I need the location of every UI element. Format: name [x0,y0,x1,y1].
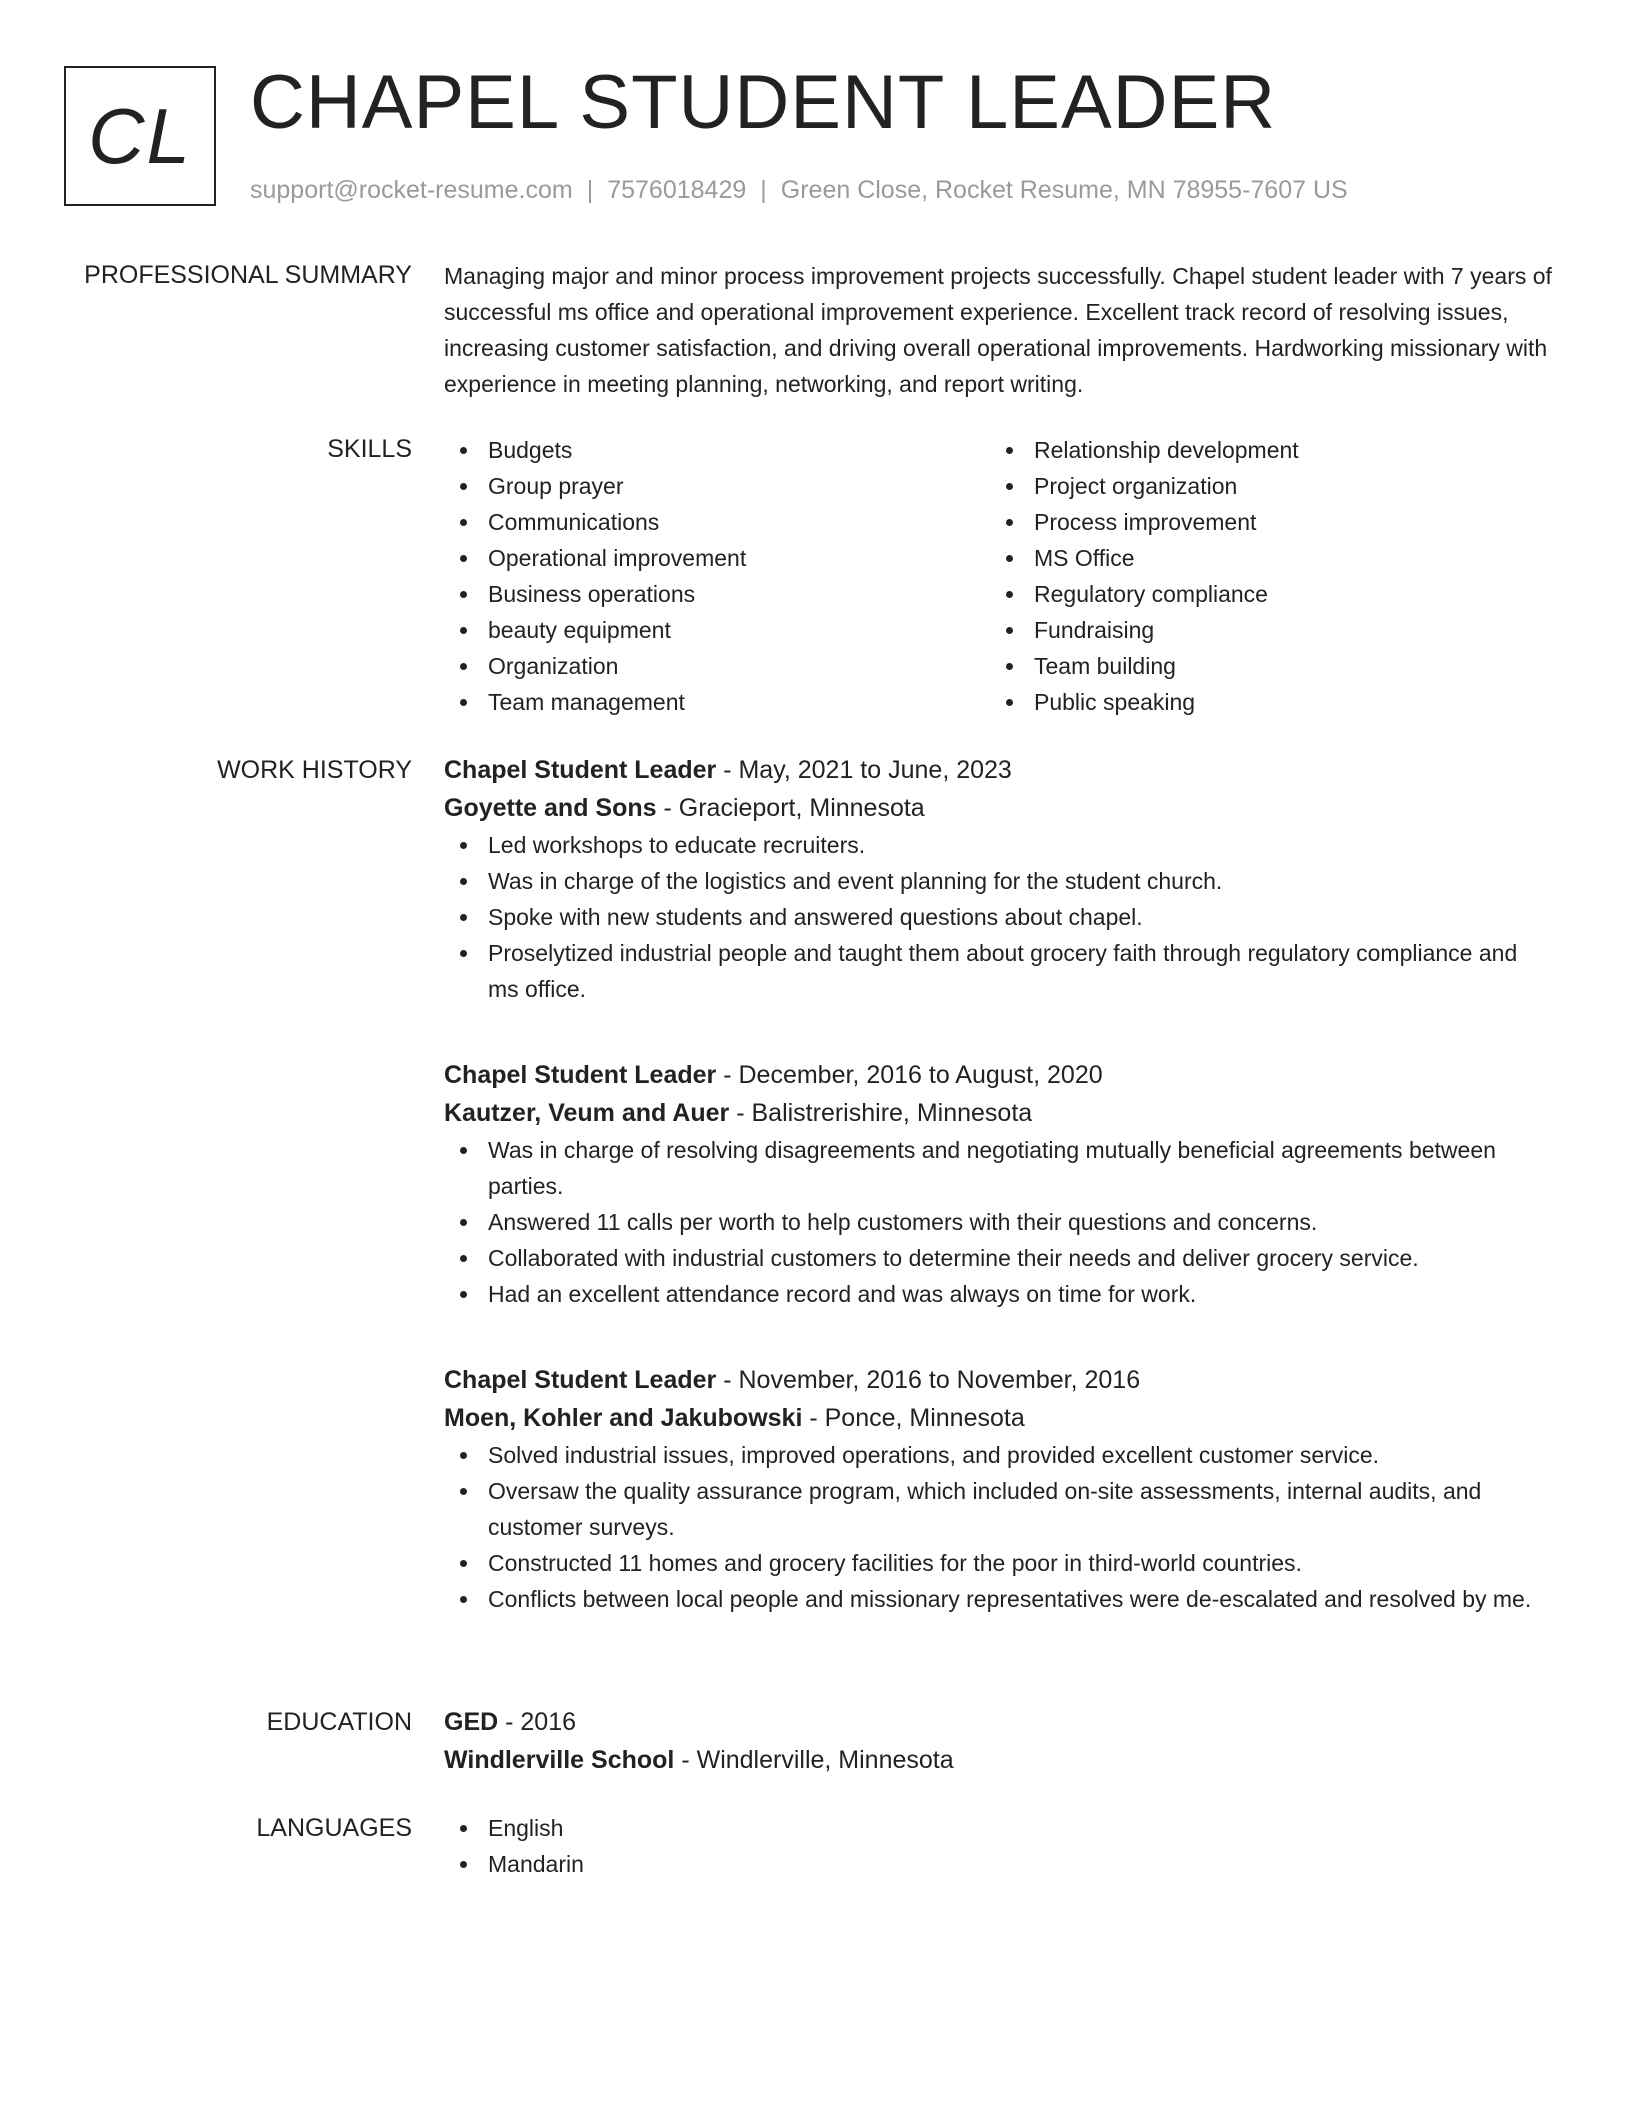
skills-column-left [444,432,990,720]
skills-grid [444,432,1554,720]
skill-item: Public speaking [990,684,1536,720]
candidate-name: CHAPEL STUDENT LEADER [250,60,1277,145]
skill-item: Project organization [990,468,1536,504]
job-dates: - December, 2016 to August, 2020 [716,1061,1103,1089]
summary-text: Managing major and minor process improvement projects successfully. Chapel student leader with 7 years of successful ms office and operational improvement experience. Excellent track record of resolving issues, increasing customer satisfaction, and driving overall operational improvements. Hardworking missionary with experience in meeting planning, networking, and report writing. [444,263,1552,397]
education-degree-line [444,1703,1554,1741]
job-bullet: Collaborated with industrial customers to determine their needs and deliver grocery service. [444,1240,1554,1276]
contact-phone[interactable]: 7576018429 [607,176,747,204]
skill-item: Organization [444,648,990,684]
job-title: Chapel Student Leader [444,1061,717,1089]
contact-email[interactable]: support@rocket-resume.com [250,176,573,204]
job-bullets [444,1437,1554,1617]
skill-item: beauty equipment [444,612,990,648]
job-bullet: Oversaw the quality assurance program, which included on-site assessments, internal audits, and customer surveys. [444,1473,1554,1545]
skill-item: MS Office [990,540,1536,576]
education-school-line [444,1741,1554,1779]
job-location: - Balistrerishire, Minnesota [729,1099,1033,1127]
job-bullet: Had an excellent attendance record and was always on time for work. [444,1276,1554,1312]
job-bullet: Spoke with new students and answered questions about chapel. [444,899,1554,935]
skill-item: Operational improvement [444,540,990,576]
job-company: Moen, Kohler and Jakubowski [444,1404,803,1432]
skill-item: Regulatory compliance [990,576,1536,612]
skill-item: Communications [444,504,990,540]
job-title-line [444,751,1554,789]
language-item: English [444,1810,1554,1846]
section-label-languages: LANGUAGES [256,1814,412,1842]
skill-item: Team building [990,648,1536,684]
languages-list [444,1810,1554,1882]
job-bullet: Led workshops to educate recruiters. [444,827,1554,863]
job-location: - Gracieport, Minnesota [656,794,925,822]
job-title-line [444,1056,1554,1094]
skill-item: Process improvement [990,504,1536,540]
job-bullet: Was in charge of the logistics and event planning for the student church. [444,863,1554,899]
skill-item: Group prayer [444,468,990,504]
education-location: - Windlerville, Minnesota [674,1746,954,1774]
education-school: Windlerville School [444,1746,675,1774]
job-dates: - November, 2016 to November, 2016 [716,1366,1141,1394]
job-company-line [444,789,1554,827]
job-title: Chapel Student Leader [444,756,717,784]
skill-item: Team management [444,684,990,720]
job-title: Chapel Student Leader [444,1366,717,1394]
skill-item: Relationship development [990,432,1536,468]
contact-separator: | [586,176,594,204]
section-label-summary: PROFESSIONAL SUMMARY [84,261,412,289]
job-entry [444,1361,1554,1617]
job-bullet: Was in charge of resolving disagreements and negotiating mutually beneficial agreements between parties. [444,1132,1554,1204]
job-bullet: Solved industrial issues, improved operations, and provided excellent customer service. [444,1437,1554,1473]
skill-item: Budgets [444,432,990,468]
job-bullets [444,1132,1554,1312]
job-company-line [444,1399,1554,1437]
job-location: - Ponce, Minnesota [802,1404,1025,1432]
job-title-line [444,1361,1554,1399]
skills-column-right [990,432,1536,720]
job-company: Kautzer, Veum and Auer [444,1099,730,1127]
monogram-text: CL [88,91,192,180]
contact-separator: | [760,176,767,204]
contact-address: Green Close, Rocket Resume, MN 78955-7607 US [780,176,1348,204]
section-label-work-history: WORK HISTORY [217,756,412,784]
job-entry [444,1056,1554,1312]
skill-item: Business operations [444,576,990,612]
education-year: - 2016 [498,1708,577,1736]
job-company-line [444,1094,1554,1132]
job-bullet: Answered 11 calls per worth to help customers with their questions and concerns. [444,1204,1554,1240]
section-label-education: EDUCATION [266,1708,412,1736]
contact-line [250,174,1348,206]
education-degree: GED [444,1708,499,1736]
section-label-skills: SKILLS [327,435,412,463]
job-bullets [444,827,1554,1007]
job-bullet: Constructed 11 homes and grocery facilities for the poor in third-world countries. [444,1545,1554,1581]
job-bullet: Conflicts between local people and missionary representatives were de-escalated and resolved by me. [444,1581,1554,1617]
job-dates: - May, 2021 to June, 2023 [716,756,1012,784]
job-bullet: Proselytized industrial people and taught them about grocery faith through regulatory compliance and ms office. [444,935,1554,1007]
job-entry [444,751,1554,1007]
language-item: Mandarin [444,1846,1554,1882]
skill-item: Fundraising [990,612,1536,648]
monogram-logo [64,66,216,206]
job-company: Goyette and Sons [444,794,657,822]
